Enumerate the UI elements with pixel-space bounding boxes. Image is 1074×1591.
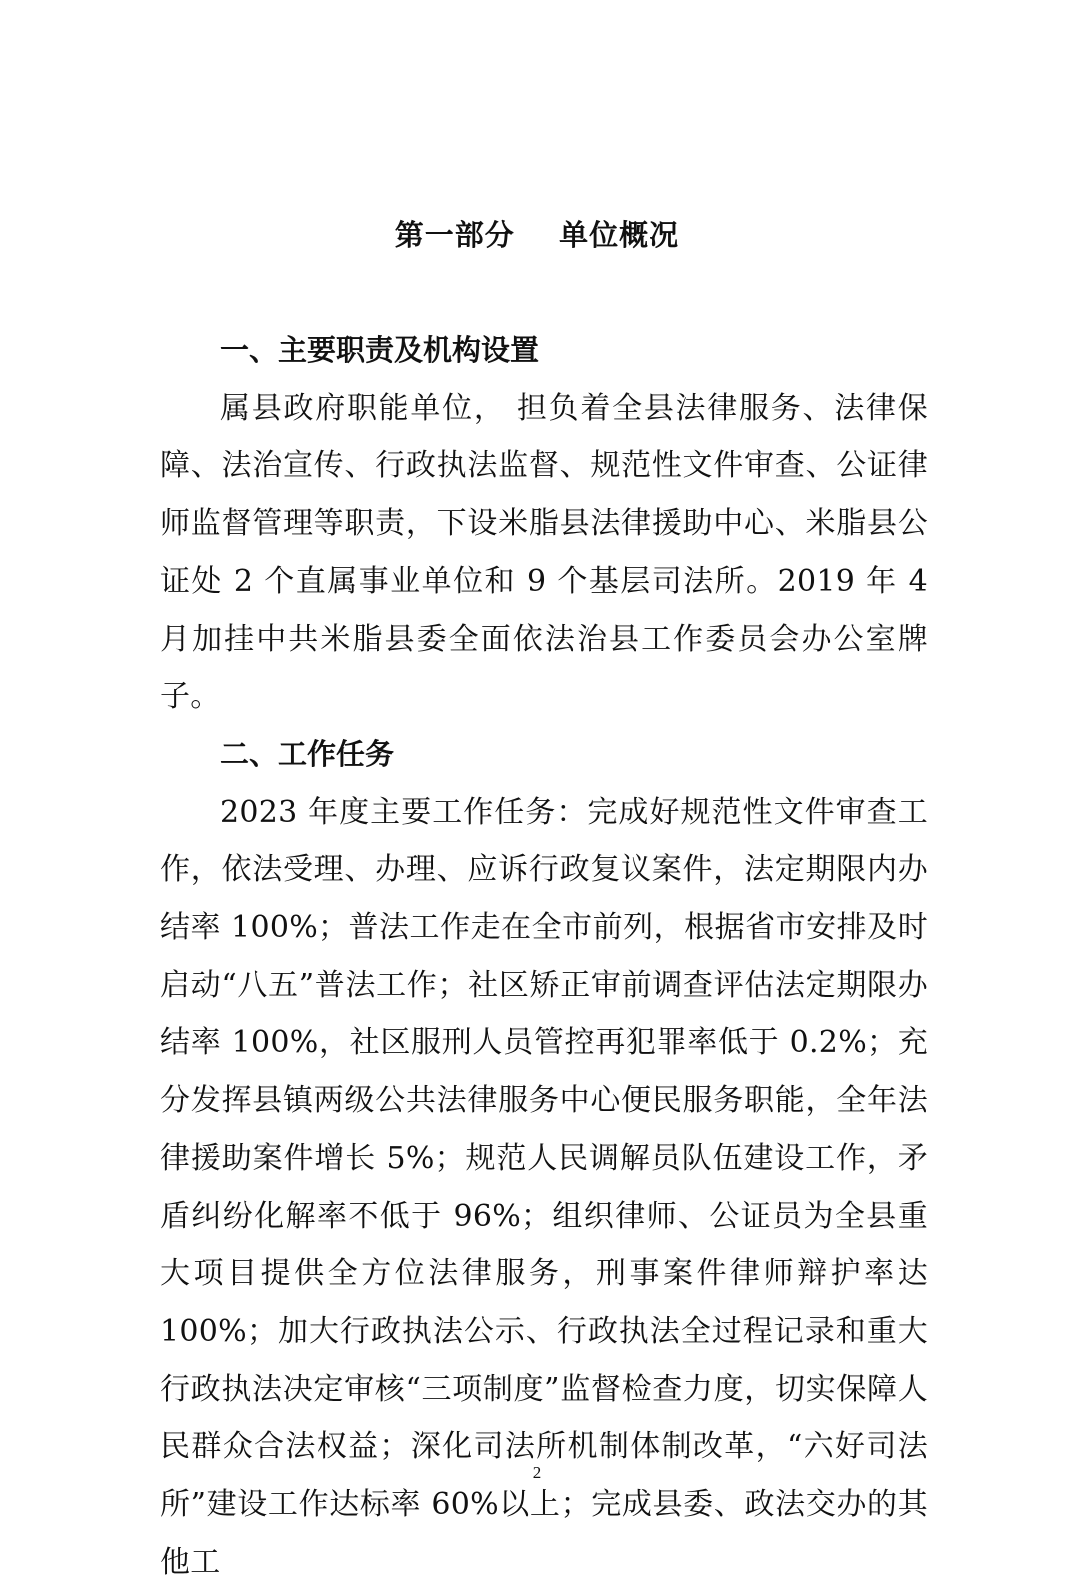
page-number: 2 <box>532 1463 542 1482</box>
section-paragraph-tasks: 2023 年度主要工作任务：完成好规范性文件审查工作，依法受理、办理、应诉行政复议案件，法定期限内办结率 100%；普法工作走在全市前列，根据省市安排及时启动“八五”普法工作；社区矫正审前调查评估法定期限办结率 100%，社区服刑人员管控再犯罪率低于 0.2%；充分发挥县镇两级公共法律服务中心便民服务职能，全年法律援助案件增长 5%；规范人民调解员队伍建设工作，矛盾纠纷化解率不低于 96%；组织律师、公证员为全县重大项目提供全方位法律服务，刑事案件律师辩护率达 100%；加大行政执法公示、行政执法全过程记录和重大行政执法决定审核“三项制度”监督检查力度，切实保障人民群众合法权益；深化司法所机制体制改革，“六好司法所”建设工作达标率 60%以上；完成县委、政法交办的其他工 <box>160 794 928 1580</box>
document-body <box>160 322 928 1591</box>
page-title: 第一部分 单位概况 <box>394 218 680 252</box>
section-heading-tasks: 二、工作任务 <box>220 736 395 771</box>
section-heading-duties: 一、主要职责及机构设置 <box>220 333 540 367</box>
section-paragraph-duties: 属县政府职能单位， 担负着全县法律服务、法律保障、法治宣传、行政执法监督、规范性文件审查、公证律师监督管理等职责，下设米脂县法律援助中心、米脂县公证处 2 个直属事业单位和 9 个基层司法所。2019 年 4 月加挂中共米脂县委全面依法治县工作委员会办公室牌子。 <box>160 390 928 715</box>
